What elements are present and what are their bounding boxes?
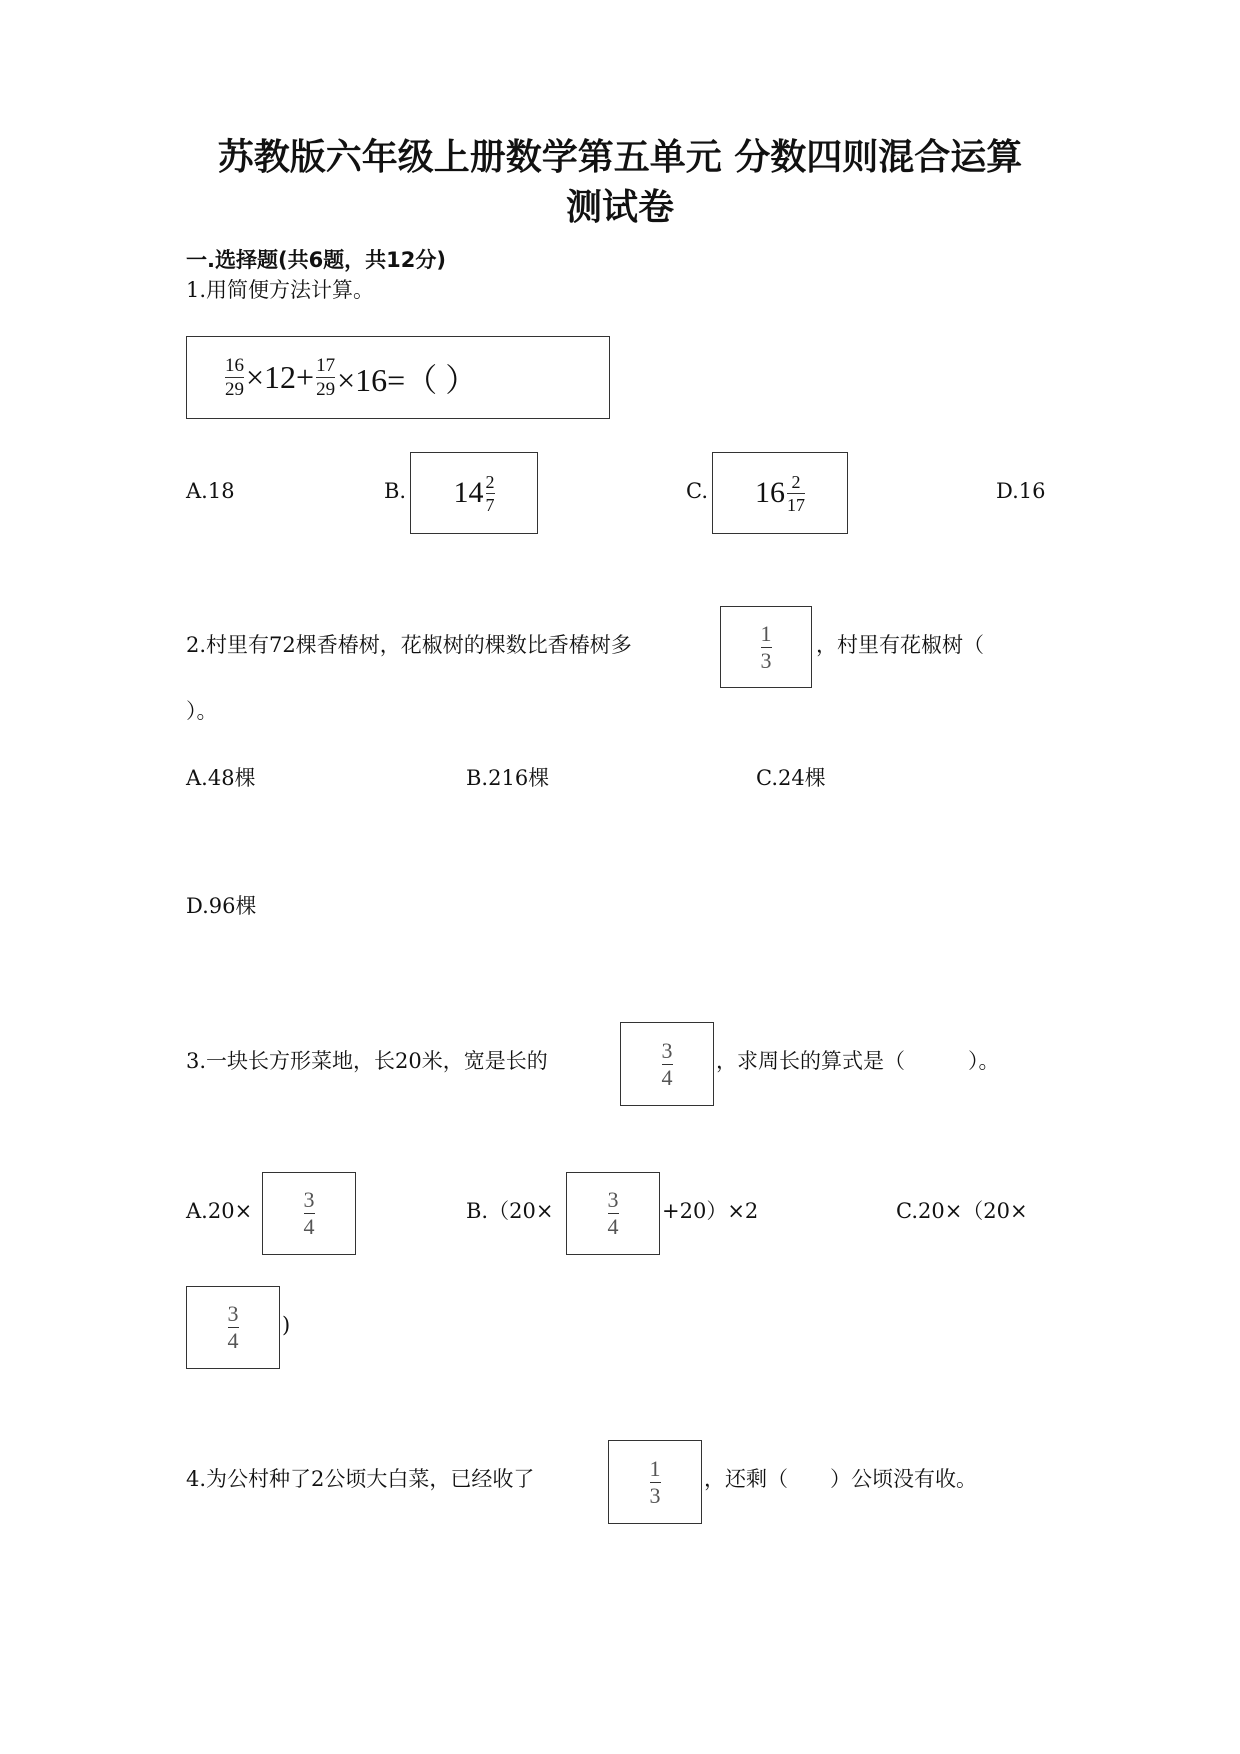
q1-option-b-fraction [486,473,495,514]
q2-option-a[interactable]: A.48棵 [186,766,256,790]
page-title-line2: 测试卷 [565,187,674,228]
q2-option-c[interactable]: C.24棵 [756,766,826,790]
q3-option-b-denominator: 4 [607,1214,619,1239]
q4-fraction-numerator: 1 [649,1455,661,1481]
q3-option-c-denominator: 4 [227,1328,239,1353]
q4-stem-before: 4.为公村种了2公顷大白菜，已经收了 [186,1467,535,1491]
q1-option-c-whole: 16 [755,476,785,509]
q1-fraction-2-denominator: 29 [316,379,336,400]
q2-fraction-denominator: 3 [760,647,772,673]
q2-fraction-box [720,606,812,688]
q3-option-c-box[interactable] [186,1286,280,1369]
q1-fraction-2-numerator: 17 [316,355,336,376]
q3-option-a-numerator: 3 [303,1187,315,1212]
page-title-line1: 苏教版六年级上册数学第五单元 分数四则混合运算 [217,137,1023,178]
q3-option-a-box[interactable] [262,1172,356,1255]
q1-expression-box [186,336,610,419]
q3-option-a-fraction [304,1189,315,1238]
q3-fraction-box [620,1022,714,1106]
q1-operator-1: ×12+ [246,359,315,395]
q3-stem-after: ，求周长的算式是（ ）。 [716,1049,1000,1073]
q1-option-c-numerator: 2 [791,471,801,492]
q1-fraction-1 [225,356,244,399]
q1-fraction-1-numerator: 16 [225,355,244,376]
q3-option-a-label[interactable]: A.20× [186,1199,253,1223]
q4-fraction [649,1455,661,1508]
q2-stem-end: ）。 [186,699,218,723]
q2-fraction-numerator: 1 [760,620,772,646]
q3-option-c-label[interactable]: C.20×（20× [896,1199,1028,1223]
q1-fraction-2 [316,356,335,399]
q3-option-c-suffix: ) [282,1313,291,1337]
q3-option-b-fraction [608,1189,619,1238]
q1-option-b-denominator: 7 [485,494,495,515]
q1-stem: 1.用简便方法计算。 [186,278,375,302]
q1-fraction-1-denominator: 29 [225,379,244,400]
q1-option-c-denominator: 17 [787,494,805,515]
q1-operator-2: ×16=（ ） [337,361,478,398]
section-heading: 一.选择题(共6题，共12分) [186,248,447,272]
q1-option-c-label[interactable]: C. [686,479,708,503]
q3-option-b-label[interactable]: B.（20× [466,1199,554,1223]
q2-option-b[interactable]: B.216棵 [466,766,550,790]
q3-option-b-suffix: +20）×2 [662,1199,759,1223]
q1-option-b-numerator: 2 [485,471,495,492]
q1-option-c-fraction [787,473,805,514]
q4-fraction-box [608,1440,702,1524]
q2-fraction [760,620,772,673]
q1-option-c-box[interactable] [712,452,848,534]
q1-option-b-label[interactable]: B. [384,479,407,503]
q3-option-c-fraction [228,1303,239,1352]
q1-option-b-box[interactable] [410,452,538,534]
q3-fraction-numerator: 3 [661,1037,673,1063]
q4-fraction-denominator: 3 [649,1482,661,1508]
q1-option-b-whole: 14 [453,476,484,509]
q3-option-c-numerator: 3 [227,1301,239,1326]
q4-stem-after: ，还剩（ ）公顷没有收。 [704,1467,977,1491]
q3-option-b-numerator: 3 [607,1187,619,1212]
q3-option-a-denominator: 4 [303,1214,315,1239]
q3-fraction-denominator: 4 [661,1064,673,1090]
q2-stem-before: 2.村里有72棵香椿树，花椒树的棵数比香椿树多 [186,633,632,657]
q2-option-d[interactable]: D.96棵 [186,894,257,918]
q1-option-d[interactable]: D.16 [996,479,1046,503]
q3-option-b-box[interactable] [566,1172,660,1255]
q1-expression [225,355,477,401]
q1-option-a[interactable]: A.18 [186,479,235,503]
q3-stem-before: 3.一块长方形菜地，长20米，宽是长的 [186,1049,548,1073]
q3-fraction [661,1037,673,1090]
q2-stem-after: ，村里有花椒树（ [816,633,984,657]
